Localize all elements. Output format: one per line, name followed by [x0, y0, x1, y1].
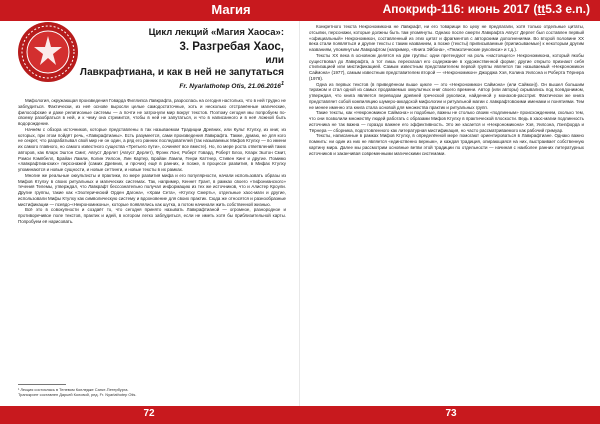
paragraph: Такие тексты, как «Некрономикон Саймона» и подобные, важны не столько своим «подлинным» происхождением, сколько тем, что они позволили множеству людей работать с образами Мифов Ктулху в практической плоскости. Ведь в хаос-магии подлинность источника не так важна — гораздо важнее его эффективность. Это же касается и «Некрономикона» Хэя, Уилсона, Лэнгфорда и Тёрнера — сборника, подготовленного как литературная мистификация, но часто рассматриваемого как рабочий гримуар. [309, 110, 584, 133]
page-spine [299, 21, 300, 406]
paragraph: Одна из первых текстов (в приведённом выше цикле — это «Некрономикон Саймона» (или Саймон)). Он вышел большим тиражом и стал одной из самых продаваемых оккультных книг своего времени. Автор (или авторы) скрывались под псевдонимом, утверждая, что книга является переводом древней греческой рукописи, найденной у монахов-расстриг. Фактически же книга представляет собой компиляцию шумеро-аккадской мифологии и ритуальной магии с лавкрафтовскими именами и понятиями. Тем не менее именно эта книга стала основой для множества практик и ритуальных групп. [309, 81, 584, 110]
section-title: Магия [211, 2, 251, 17]
paragraph: Тексты XX века в основном делятся на две группы: одни претендуют на роль «настоящего» Некрономикона, который якобы существовал до Лавкрафта, а тот лишь пересказал его содержание в художественной форме; другие открыто признают себя стилизацией или мистификацией. Самым известным представителем первой группы является так называемый «Некрономикон Саймона» (1977), самым известным представителем второй — «Некрономикон» Джорджа Хэя, Колина Уилсона и Роберта Тёрнера (1978). [309, 52, 584, 81]
paragraph: Конкретного текста Некрономикона не Лавкрафт, ни его товарищи по цеху не предлагали, хотя только отдельные цитаты, отсылки, персонажи, которые должны быть там упомянуты. Однако после смерти Лавкрафта Август Дерлет был составлен первый «официальный» Некрономикон, составленный из этих цитат и фрагментов с авторскими дополнениями. Во второй половине XX века стали появляться и другие тексты с таким названием, а позже (тексты) приписываемые (приписываемые) к некоторым другим названиям, упомянутым Лавкрафтом (например, «Книга Эйбона», «Пнакотические рукописи» и т.д.). [309, 24, 584, 52]
left-text-column [18, 98, 286, 353]
paragraph: Начнём с обзора источников, которые представлены в так называемом Традиции Древних, или Культ Ктулху, из книг, из которых, при этом пойдёт речь, «Лавкрафтианы». Есть разумеется, сами произведения Лавкрафта. Также, думаю, не для кого не секрет, что разрабатывал свой мир не он один, а ряд его ранних последователей (так называемых Мифов Ктулху — по имени их самого главного, но самого известного существа «Третьего пути», сочиняет все вместе). Но, по мере роста ответвлений таких авторов, как Кларк Эштон Смит, Август Дерлет (Август Дерлет), Фрэнк Лонг, Роберт Говард, Роберт Блох, Кларк Эштон Смит, Рэмси Кэмпбелл, Брайан Ламли, Колин Уилсон, Лин Картер, Брайан Ламли, Генри Каттнер, Стивен Кинг и другие. Помимо «лавкрафтианских» персонажей (самих Древних, и прочих) ещё в ранних, и позже, в процессе развития, в Мифах Ктулху упоминаются и новые сущности, и новые сеттинги, и новые тексты в их рамках. [18, 126, 286, 172]
author-footnote-marker: 1 [280, 81, 284, 88]
footnote: ¹ Лекция состоялась в Теневом Колледже Санкт-Петербурга. [18, 387, 129, 392]
paragraph: Всё это в совокупности и создаёт то, что сегодня принято называть Лавкрафтианой — огромное, разнородное и противоречивое поле текстов, практик и идей, в котором легко заблудиться, если не иметь хотя бы приблизительной карты. Попробуем её нарисовать. [18, 207, 286, 224]
title-connector: или [265, 55, 284, 67]
paragraph: Мифология, окружающая произведения Говарда Филлипса Лавкрафта, разрослась на сегодня настолько, что в ней трудно не заблудиться. Фактически, из неё основе выросли целые самодостаточные, хоть и несколько отстранённые магические, философские и даже религиозные системы — а почти не затронули мир вокруг текстов. Поэтому сегодня мы попробуем по-своему разобраться в ней, и к чему она стремится, чтобы в ней не запутаться, и что в написанного и в неё ложной быть водорождение. [18, 98, 286, 126]
article-subtitle: Лавкрафтиана, и как в ней не запутаться [79, 67, 284, 79]
footer-bar [0, 406, 600, 424]
footnote: Транскрипт составлен Дарьей Коловой, ред. Fr. Nyarlathotep Otis. [18, 392, 137, 397]
footnote-divider [18, 384, 66, 385]
paragraph: Тексты, написанные в рамках Мифов Ктулху, в определённой мере помогают ориентироваться в Лавкрафтиане. Однако важно помнить: ни один из них не является «единственно верным», и каждая традиция, опирающаяся на них, выстраивает собственную картину мира. Далее мы рассмотрим основные ветви этой традиции по отдельности — начиная с наиболее ранних литературных источников и заканчивая современными магическими системами. [309, 133, 584, 156]
author-name: Fr. Nyarlathotep Otis, 21.06.2016 [179, 83, 281, 91]
author-line [60, 81, 284, 90]
paragraph: Многие же реальные оккультисты и практики, по мере развития мифа и его популярности, начали использовать образы из Мифов Ктулху в своих ритуальных и магических системах. Так, например, Кеннет Грант, в рамках своего «тифонианского» течения Телемы, утверждал, что Лавкрафт бессознательно получал информацию из тех же источников, что и Алистер Кроули. Другие группы, такие как «Эзотерический Орден Дагона», «Храм Сета», «Ктулху Смерть», отдельные хаос-маги и другие, использовали Мифы Ктулху как символическую систему и вдохновение для своих практик. Сюда же относятся и разнообразные мистификации — псевдо-«Некрономиконы», которые появлялись как шутка, а потом начинали жить собственной жизнью. [18, 172, 286, 207]
article-title: 3. Разгребая Хаос, [179, 41, 284, 53]
footnotes [18, 387, 286, 397]
page-number-left: 72 [143, 408, 155, 419]
right-text-column [309, 24, 584, 404]
article-header [60, 25, 284, 90]
page-number-right: 73 [445, 408, 457, 419]
series-title: Цикл лекций «Магия Хаоса»: [148, 27, 284, 38]
issue-title: Апокриф-116: июнь 2017 (ṯṯ5.3 e.n.) [382, 2, 590, 16]
